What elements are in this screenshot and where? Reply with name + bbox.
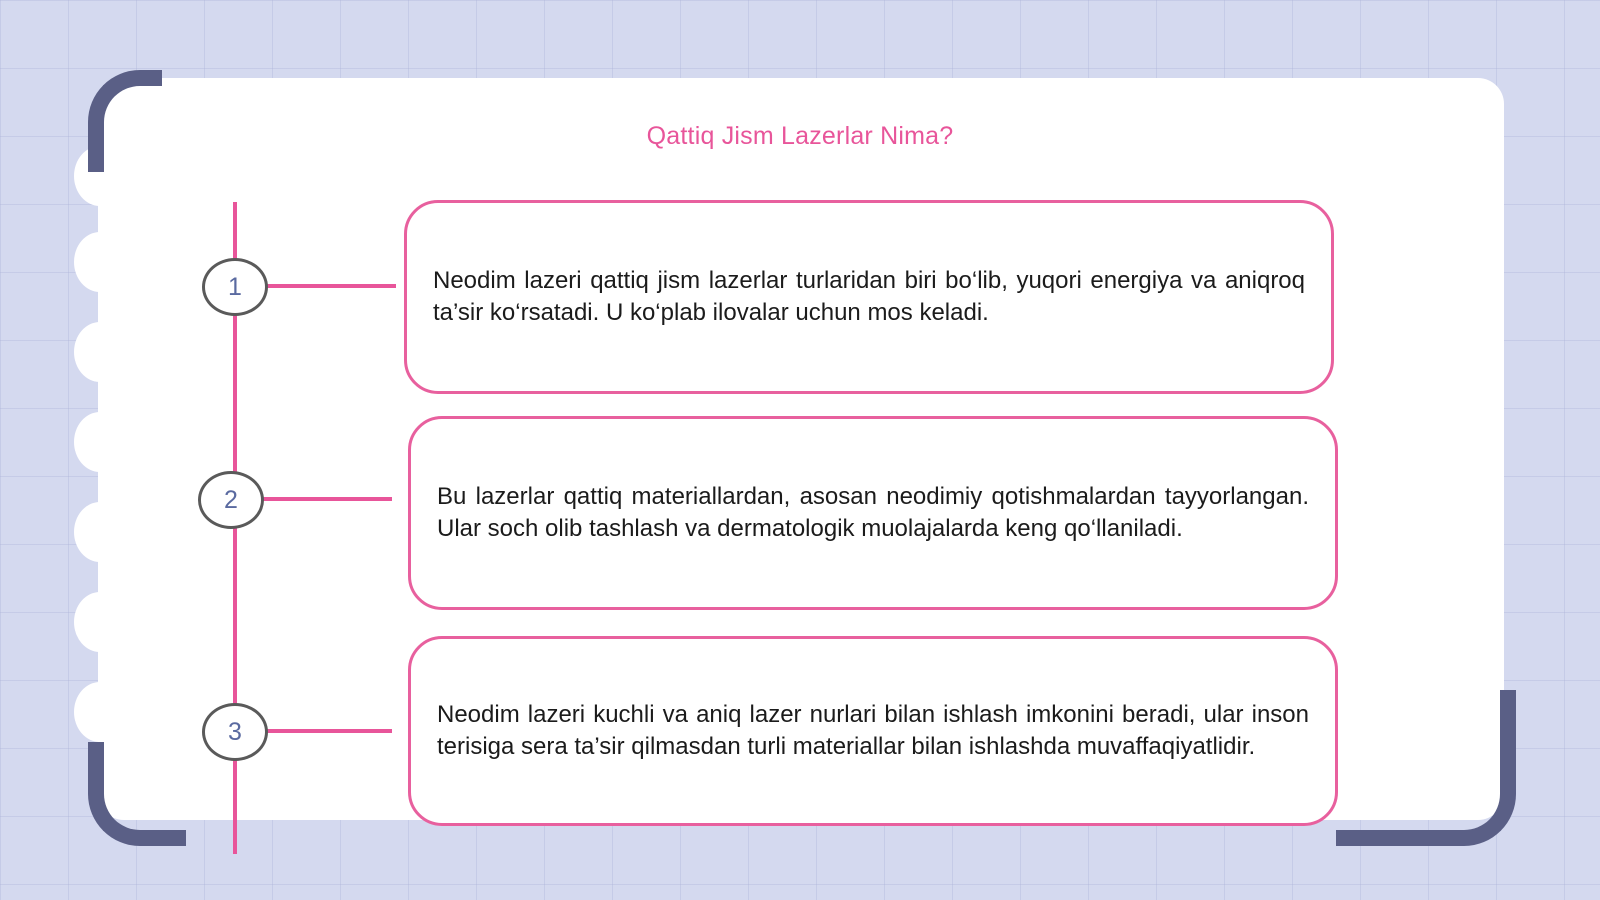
step-card-1 [404,200,1334,394]
step-card-3 [408,636,1338,826]
step-number-3: 3 [202,703,268,761]
frame-corner-bottom-right [1336,690,1516,846]
slide-title: Qattiq Jism Lazerlar Nima? [646,122,954,150]
frame-corner-bottom-left [88,742,186,846]
step-number-1: 1 [202,258,268,316]
connector-2 [262,497,392,501]
step-text-1: Neodim lazeri qattiq jism lazerlar turlaridan biri bo‘lib, yuqori energiya va aniqroq ta’sir ko‘rsatadi. U ko‘plab ilovalar uchun mos keladi. [433,267,1305,326]
connector-3 [266,729,392,733]
step-card-2 [408,416,1338,610]
step-number-2: 2 [198,471,264,529]
step-text-3: Neodim lazeri kuchli va aniq lazer nurlari bilan ishlash imkonini beradi, ular inson terisiga sera ta’sir qilmasdan turli materiallar bilan ishlashda muvaffaqiyatlidir. [437,701,1309,760]
connector-1 [266,284,396,288]
frame-corner-top-left [88,70,162,172]
step-text-2: Bu lazerlar qattiq materiallardan, asosan neodimiy qotishmalardan tayyorlangan. Ular soch olib tashlash va dermatologik muolajalarda keng qo‘llaniladi. [437,483,1309,542]
